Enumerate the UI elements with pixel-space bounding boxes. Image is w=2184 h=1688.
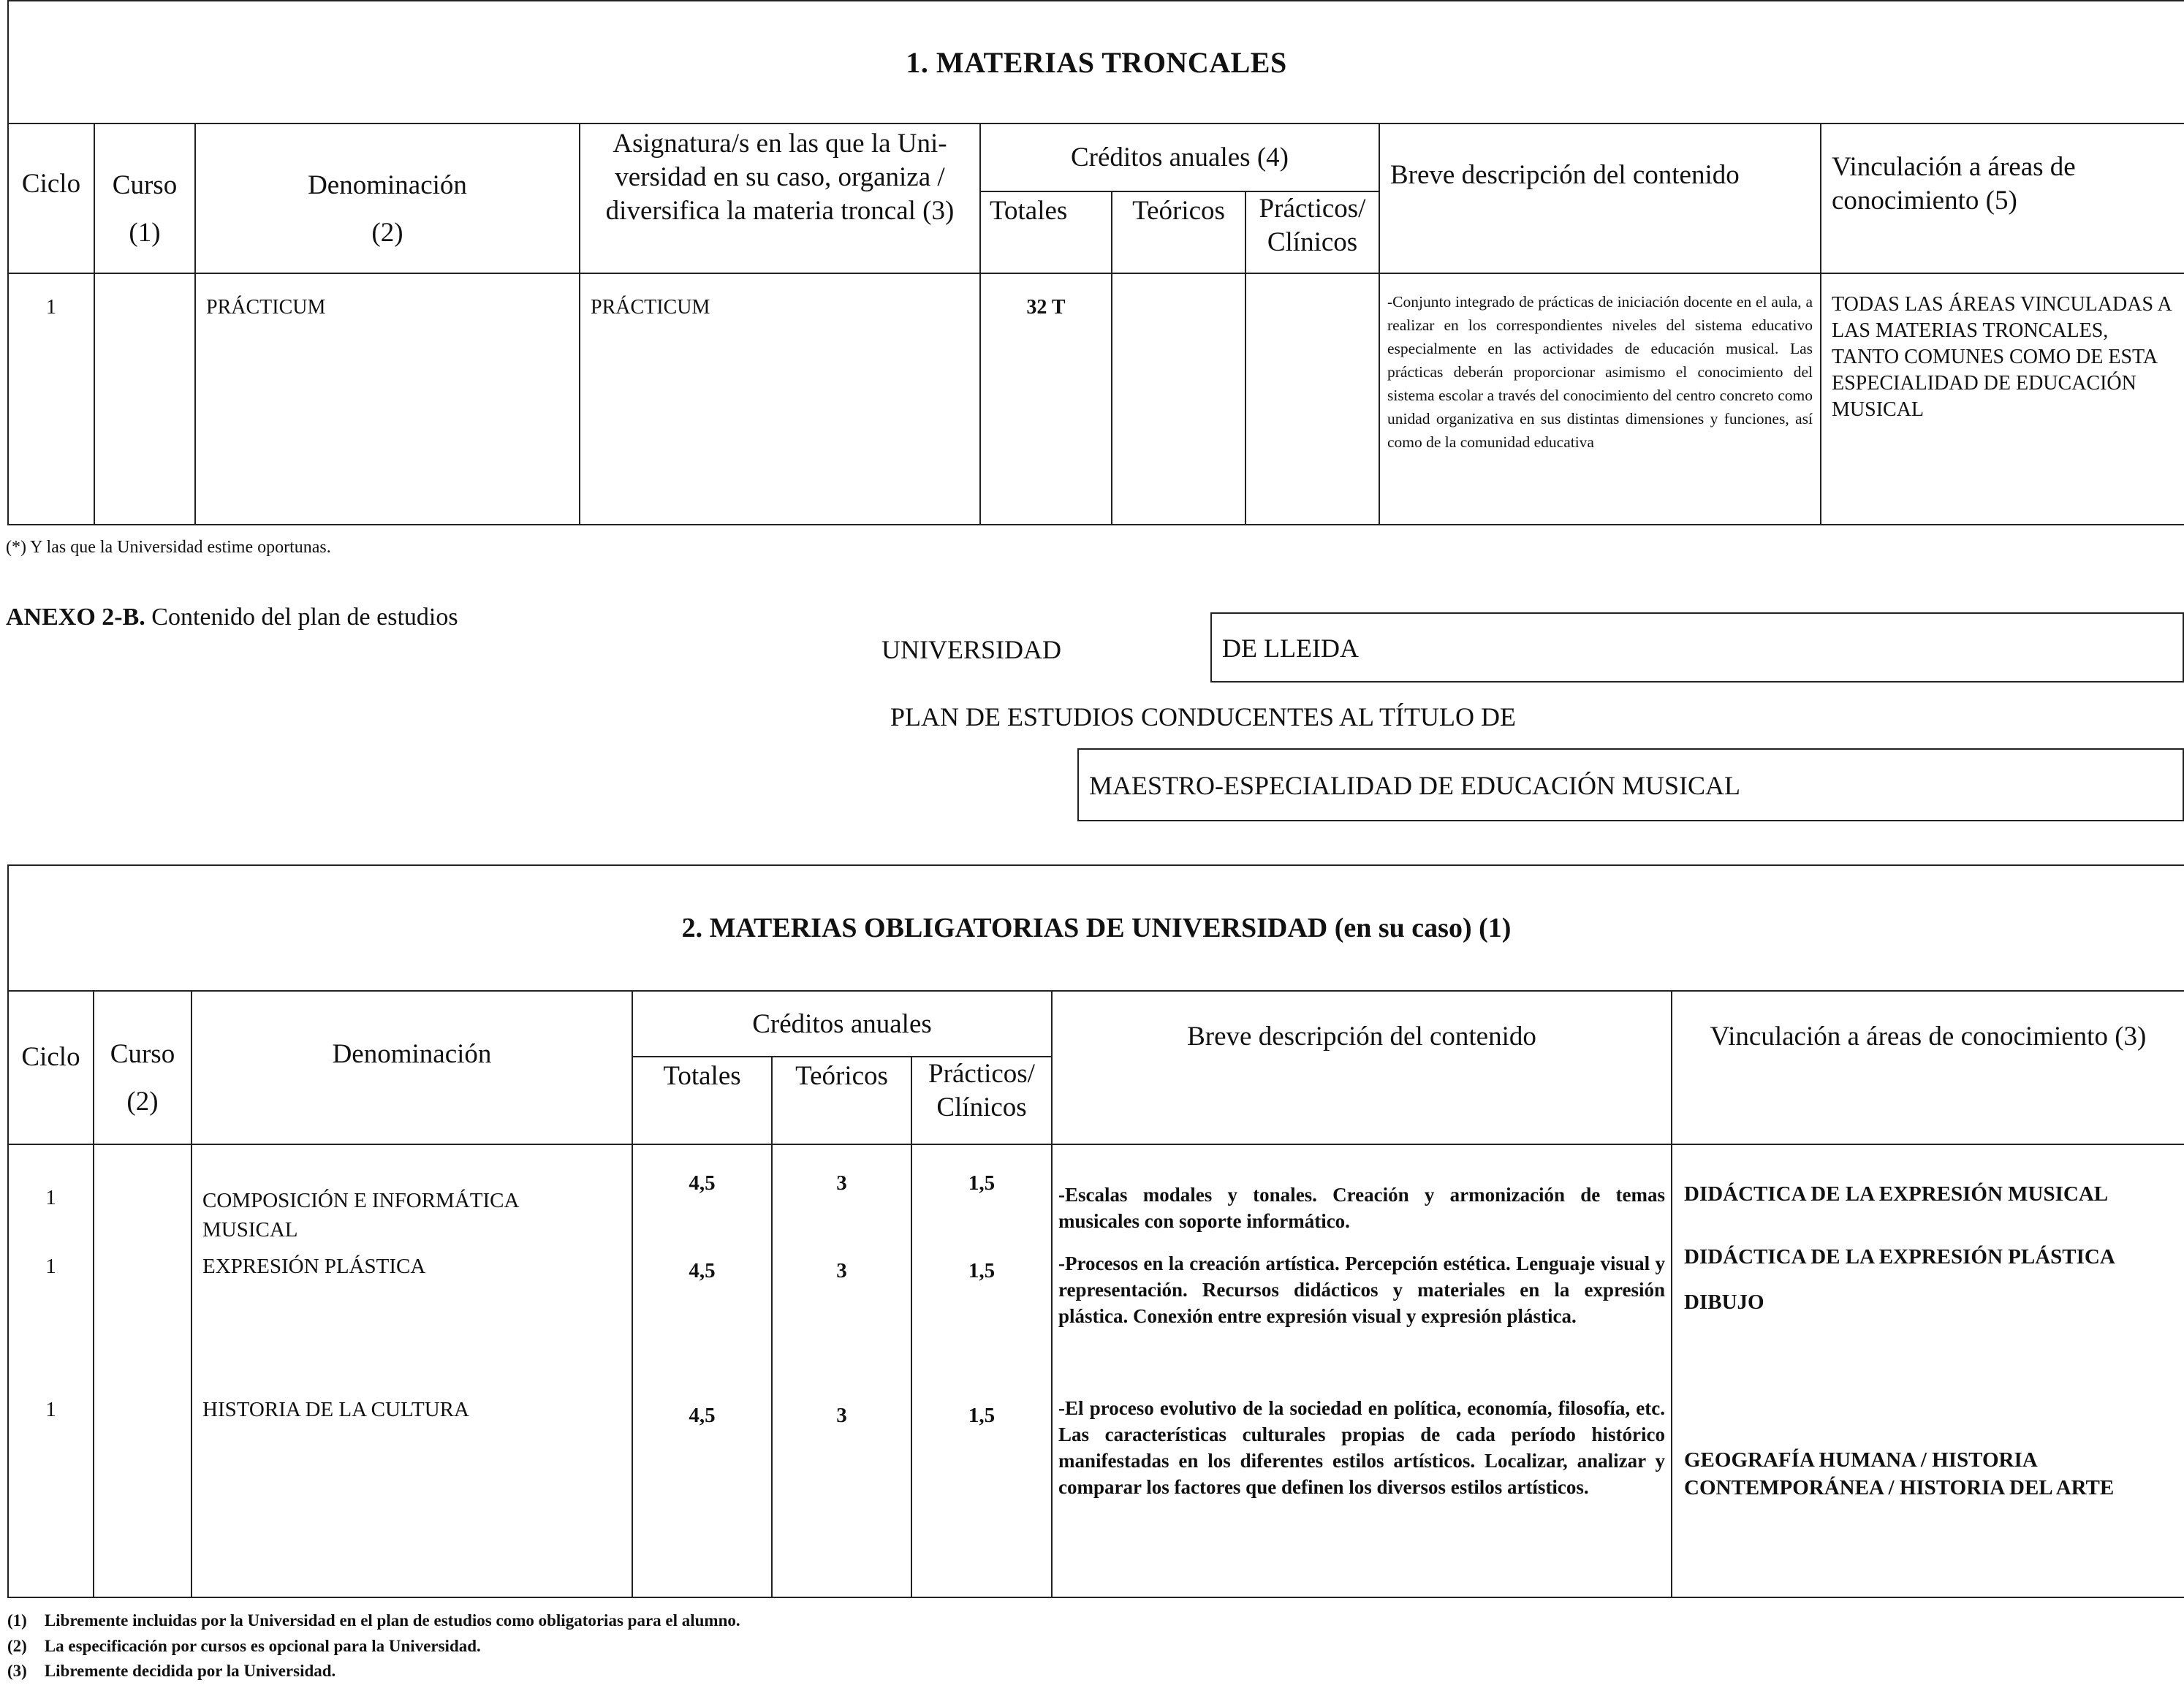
header2-creditos: Créditos anuales xyxy=(632,991,1052,1057)
header-teoricos: Teóricos xyxy=(1112,191,1245,273)
header2-practicos: Prácticos/ Clínicos xyxy=(911,1057,1052,1144)
row-descripcion: -Conjunto integrado de prácticas de iniciación docente en el aula, a realizar en los correspondientes niveles del sistema educativo especialmente en las actividades de educación musical. Las prácticas deberán proporcionar asimismo el conocimiento del sistema escolar a través del conocimiento del centro concreto como unidad organizativa en sus distintas dimensiones y funciones, así como de la comunidad educativa xyxy=(1379,273,1821,525)
row-curso xyxy=(94,273,195,525)
header2-vinculacion: Vinculación a áreas de conocimiento (3) xyxy=(1672,991,2184,1144)
footnote-3: (3) Libremente decidida por la Universidad. xyxy=(7,1662,336,1680)
header-asignatura: Asignatura/s en las que la Uni- versidad en su caso, organiza / diversifica la materia troncal (3) xyxy=(580,123,980,273)
row1-practicos: 1,5 xyxy=(968,1171,996,1195)
header-practicos: Prácticos/ Clínicos xyxy=(1245,191,1379,273)
row3-area: GEOGRAFÍA HUMANA / HISTORIA CONTEMPORÁNEA / HISTORIA DEL ARTE xyxy=(1684,1448,2115,1499)
body2-totales xyxy=(632,1144,772,1597)
row2-denominacion: EXPRESIÓN PLÁSTICA xyxy=(202,1255,426,1278)
row1-denominacion: COMPOSICIÓN E INFORMÁTICA MUSICAL xyxy=(202,1189,518,1242)
body2-descripcion xyxy=(1052,1144,1672,1597)
row3-descripcion: -El proceso evolutivo de la sociedad en política, economía, filosofía, etc. Las características culturales propias de cada período histórico manifestadas en los diferentes estilos artísticos. Localizar, analizar y comparar los factores que definen los diversos estilos artísticos. xyxy=(1058,1397,1665,1498)
row-ciclo: 1 xyxy=(8,273,94,525)
header2-curso: Curso (2) xyxy=(94,991,192,1144)
body2-practicos xyxy=(911,1144,1052,1597)
row2-descripcion: -Procesos en la creación artística. Percepción estética. Lenguaje visual y representación. Recursos didácticos y materiales en la expresión plástica. Conexión entre expresión visual y expresión plástica. xyxy=(1058,1252,1665,1327)
header2-breve: Breve descripción del contenido xyxy=(1052,991,1672,1144)
header-creditos: Créditos anuales (4) xyxy=(980,123,1379,191)
header-denominacion: Denominación (2) xyxy=(195,123,580,273)
row-denominacion: PRÁCTICUM xyxy=(195,273,580,525)
row1-descripcion: -Escalas modales y tonales. Creación y armonización de temas musicales con soporte informático. xyxy=(1058,1184,1665,1232)
body2-areas xyxy=(1672,1144,2184,1597)
row2-area-2: DIBUJO xyxy=(1684,1290,1764,1314)
header-curso: Curso (1) xyxy=(94,123,195,273)
body2-ciclo xyxy=(8,1144,94,1597)
row-totales: 32 T xyxy=(980,273,1112,525)
universidad-label: UNIVERSIDAD xyxy=(881,635,1061,664)
obligatorias-table xyxy=(7,864,2184,1598)
row3-ciclo: 1 xyxy=(45,1398,56,1421)
row-asignatura: PRÁCTICUM xyxy=(580,273,980,525)
header-ciclo: Ciclo xyxy=(8,123,94,273)
header-vinculacion: Vinculación a áreas de conocimiento (5) xyxy=(1821,123,2184,273)
row2-area: DIDÁCTICA DE LA EXPRESIÓN PLÁSTICA xyxy=(1684,1245,2115,1269)
row-areas: TODAS LAS ÁREAS VINCULADAS A LAS MATERIAS TRONCALES, TANTO COMUNES COMO DE ESTA ESPECIALIDAD DE EDUCACIÓN MUSICAL xyxy=(1821,273,2184,525)
row3-denominacion: HISTORIA DE LA CULTURA xyxy=(202,1398,469,1421)
row3-teoricos: 3 xyxy=(836,1404,847,1427)
body2-teoricos xyxy=(772,1144,911,1597)
body2-denominacion xyxy=(192,1144,632,1597)
header-totales: Totales xyxy=(980,191,1112,273)
obligatorias-title: 2. MATERIAS OBLIGATORIAS DE UNIVERSIDAD (en su caso) (1) xyxy=(8,865,2184,991)
row-teoricos xyxy=(1112,273,1245,525)
row3-totales: 4,5 xyxy=(689,1404,716,1427)
row2-practicos: 1,5 xyxy=(968,1259,996,1282)
plan-label: PLAN DE ESTUDIOS CONDUCENTES AL TÍTULO DE xyxy=(890,702,1516,731)
header-breve: Breve descripción del contenido xyxy=(1379,123,1821,273)
titulo-value: MAESTRO-ESPECIALIDAD DE EDUCACIÓN MUSICAL xyxy=(1077,748,2184,821)
body2-curso xyxy=(94,1144,192,1597)
row2-totales: 4,5 xyxy=(689,1259,716,1282)
row3-practicos: 1,5 xyxy=(968,1404,996,1427)
footnote-2: (2) La especificación por cursos es opcional para la Universidad. xyxy=(7,1637,481,1655)
universidad-value: DE LLEIDA xyxy=(1210,612,2184,683)
troncales-footnote: (*) Y las que la Universidad estime oportunas. xyxy=(6,538,331,557)
row1-ciclo: 1 xyxy=(45,1186,56,1209)
row1-area: DIDÁCTICA DE LA EXPRESIÓN MUSICAL xyxy=(1684,1182,2109,1206)
header2-totales: Totales xyxy=(632,1057,772,1144)
header2-teoricos: Teóricos xyxy=(772,1057,911,1144)
header2-ciclo: Ciclo xyxy=(8,991,94,1144)
row-practicos xyxy=(1245,273,1379,525)
annex-label: ANEXO 2-B. Contenido del plan de estudios xyxy=(6,604,458,631)
row2-teoricos: 3 xyxy=(836,1259,847,1282)
troncales-title: 1. MATERIAS TRONCALES xyxy=(8,1,2184,123)
header2-denominacion: Denominación xyxy=(192,991,632,1144)
troncales-table xyxy=(7,0,2184,525)
row1-teoricos: 3 xyxy=(836,1171,847,1195)
row1-totales: 4,5 xyxy=(689,1171,716,1195)
footnote-1: (1) Libremente incluidas por la Universidad en el plan de estudios como obligatorias para el alumno. xyxy=(7,1611,740,1630)
row2-ciclo: 1 xyxy=(45,1255,56,1278)
